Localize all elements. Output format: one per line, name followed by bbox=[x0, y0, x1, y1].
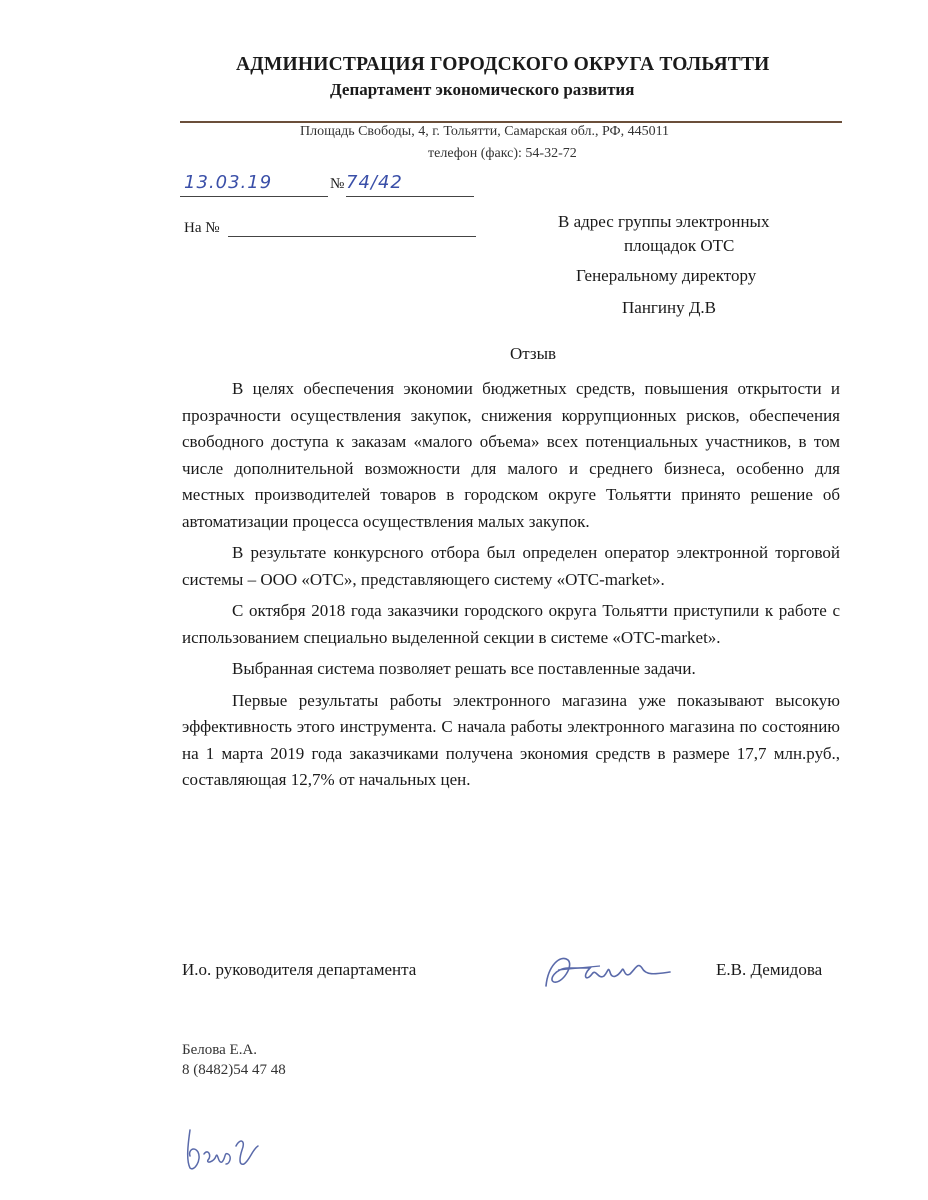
organization-phone: телефон (факс): 54-32-72 bbox=[428, 146, 577, 161]
addressee-line-1: В адрес группы электронных bbox=[558, 212, 770, 231]
registration-number-label: № bbox=[330, 176, 345, 192]
number-underline bbox=[346, 196, 474, 197]
document-title: Отзыв bbox=[509, 344, 557, 363]
executor-phone: 8 (8482)54 47 48 bbox=[182, 1062, 286, 1078]
organization-address: Площадь Свободы, 4, г. Тольятти, Самарская обл., РФ, 445011 bbox=[300, 124, 670, 139]
paragraph-2: В результате конкурсного отбора был определен оператор электронной торговой системы – ООО «ОТС», представляющего систему «OTC-market». bbox=[182, 543, 840, 589]
reference-underline bbox=[228, 236, 476, 237]
organization-title: АДМИНИСТРАЦИЯ ГОРОДСКОГО ОКРУГА ТОЛЬЯТТИ bbox=[236, 54, 770, 75]
reference-label: На № bbox=[184, 220, 220, 236]
header-divider bbox=[180, 121, 842, 123]
letter-body bbox=[182, 376, 840, 794]
paragraph-4: Выбранная система позволяет решать все поставленные задачи. bbox=[232, 659, 696, 678]
addressee-line-3: Генеральному директору bbox=[576, 266, 757, 285]
signatory-position: И.о. руководителя департамента bbox=[182, 960, 417, 979]
addressee-line-4: Пангину Д.В bbox=[622, 298, 717, 317]
signatory-name: Е.В. Демидова bbox=[716, 960, 823, 979]
department-title: Департамент экономического развития bbox=[330, 80, 635, 99]
registration-date: 13.03.19 bbox=[184, 172, 273, 193]
executor-initials-signature bbox=[180, 1120, 266, 1176]
addressee-line-2: площадок ОТС bbox=[624, 236, 735, 255]
registration-number: 74/42 bbox=[346, 172, 403, 193]
paragraph-1: В целях обеспечения экономии бюджетных средств, повышения открытости и прозрачности осуществления закупок, снижения коррупционных рисков, обеспечения свободного доступа к заказам «малого объема» всех потенциальных участников, в том числе дополнительной возможности для малого и среднего бизнеса, особенно для местных производителей товаров в городском округе Тольятти принято решение об автоматизации процесса осуществления малых закупок. bbox=[182, 379, 840, 531]
paragraph-3: С октября 2018 года заказчики городского округа Тольятти приступили к работе с использованием специально выделенной секции в системе «OTC-market». bbox=[182, 601, 840, 647]
executor-name: Белова Е.А. bbox=[182, 1042, 258, 1058]
date-underline bbox=[180, 196, 328, 197]
handwritten-signature bbox=[538, 946, 678, 996]
paragraph-5: Первые результаты работы электронного магазина уже показывают высокую эффективность этого инструмента. С начала работы электронного магазина по состоянию на 1 марта 2019 года заказчиками получена экономия средств в размере 17,7 млн.руб., составляющая 12,7% от начальных цен. bbox=[182, 690, 840, 789]
document-title-row bbox=[0, 344, 928, 364]
